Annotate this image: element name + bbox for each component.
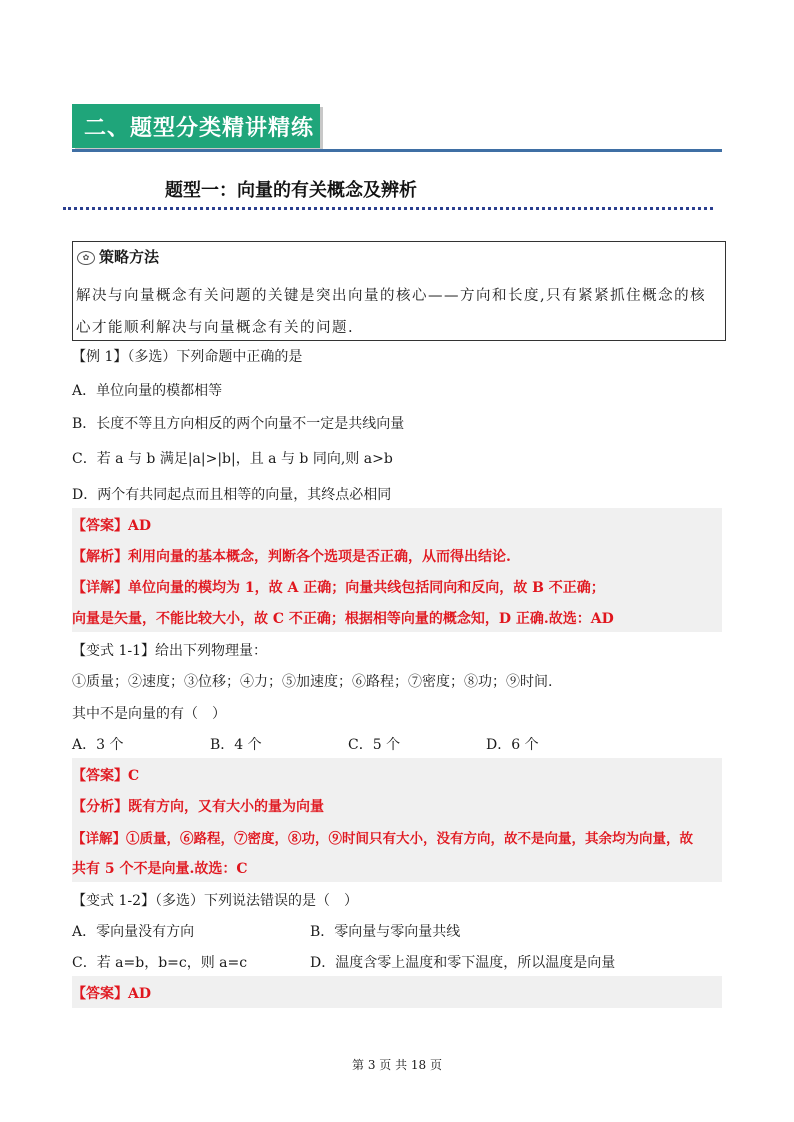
example1-option-d: D．两个有共同起点而且相等的向量，其终点必相同 — [72, 487, 392, 503]
variant1-2-stem — [72, 890, 358, 910]
dotted-divider — [63, 207, 713, 210]
strategy-heading — [77, 246, 159, 267]
strategy-body: 解决与向量概念有关问题的关键是突出向量的核心——方向和长度,只有紧紧抓住概念的核心才能顺利解决与向量概念有关的问题. — [76, 288, 707, 336]
brain-icon: ✿ — [77, 251, 95, 265]
variant1-2-option-c: C．若 a=b，b=c，则 a=c — [72, 955, 248, 971]
variant1-1-analysis: 【分析】既有方向，又有大小的量为向量 — [72, 799, 324, 815]
variant1-1-stem-text: 给出下列物理量： — [155, 643, 267, 659]
example1-stem-text: （多选）下列命题中正确的是 — [127, 349, 303, 365]
example1-detail-2: 向量是矢量，不能比较大小，故 C 不正确；根据相等向量的概念知，D 正确.故选：AD — [72, 611, 614, 627]
variant1-2-answer-block — [72, 976, 722, 1008]
strategy-heading-text: 策略方法 — [99, 248, 160, 266]
example1-detail-1: 【详解】单位向量的模均为 1，故 A 正确；向量共线包括同向和反向，故 B 不正确； — [72, 580, 605, 596]
variant1-1-detail-2: 共有 5 个不是向量.故选：C — [72, 861, 248, 877]
variant1-1-label: 【变式 1-1】 — [72, 643, 155, 659]
variant1-1-stem — [72, 640, 267, 660]
example1-stem — [72, 346, 302, 366]
variant1-2-label: 【变式 1-2】 — [72, 893, 155, 909]
variant1-1-option-a: A．3 个 — [72, 737, 124, 753]
variant1-2-stem-text: （多选）下列说法错误的是（ ） — [155, 893, 358, 909]
variant1-2-option-d: D．温度含零上温度和零下温度，所以温度是向量 — [310, 955, 616, 971]
question-type-title: 题型一：向量的有关概念及辨析 — [165, 180, 417, 201]
example1-analysis: 【解析】利用向量的基本概念，判断各个选项是否正确，从而得出结论. — [72, 549, 511, 565]
variant1-2-option-b: B．零向量与零向量共线 — [310, 924, 461, 940]
example1-label: 【例 1】 — [72, 349, 128, 365]
variant1-1-question: 其中不是向量的有（ ） — [72, 706, 226, 722]
variant1-1-option-b: B．4 个 — [210, 737, 262, 753]
section-divider — [72, 149, 722, 152]
variant1-2-answer: 【答案】AD — [72, 986, 152, 1002]
variant1-1-detail-1: 【详解】①质量，⑥路程，⑦密度，⑧功，⑨时间只有大小，没有方向，故不是向量，其余均为向量，故 — [72, 831, 693, 847]
example1-answer: 【答案】AD — [72, 518, 152, 534]
example1-option-c: C．若 a 与 b 满足|a|>|b|，且 a 与 b 同向,则 a>b — [72, 451, 393, 467]
page-footer: 第 3 页 共 18 页 — [352, 1058, 442, 1072]
example1-option-b: B．长度不等且方向相反的两个向量不一定是共线向量 — [72, 416, 405, 432]
example1-option-a: A．单位向量的模都相等 — [72, 383, 223, 399]
variant1-1-option-d: D．6 个 — [486, 737, 539, 753]
section-title: 二、题型分类精讲精练 — [84, 116, 315, 141]
variant1-2-option-a: A．零向量没有方向 — [72, 924, 195, 940]
variant1-1-list: ①质量；②速度；③位移；④力；⑤加速度；⑥路程；⑦密度；⑧功；⑨时间. — [72, 674, 553, 690]
variant1-1-option-c: C．5 个 — [348, 737, 401, 753]
variant1-1-answer: 【答案】C — [72, 768, 140, 784]
